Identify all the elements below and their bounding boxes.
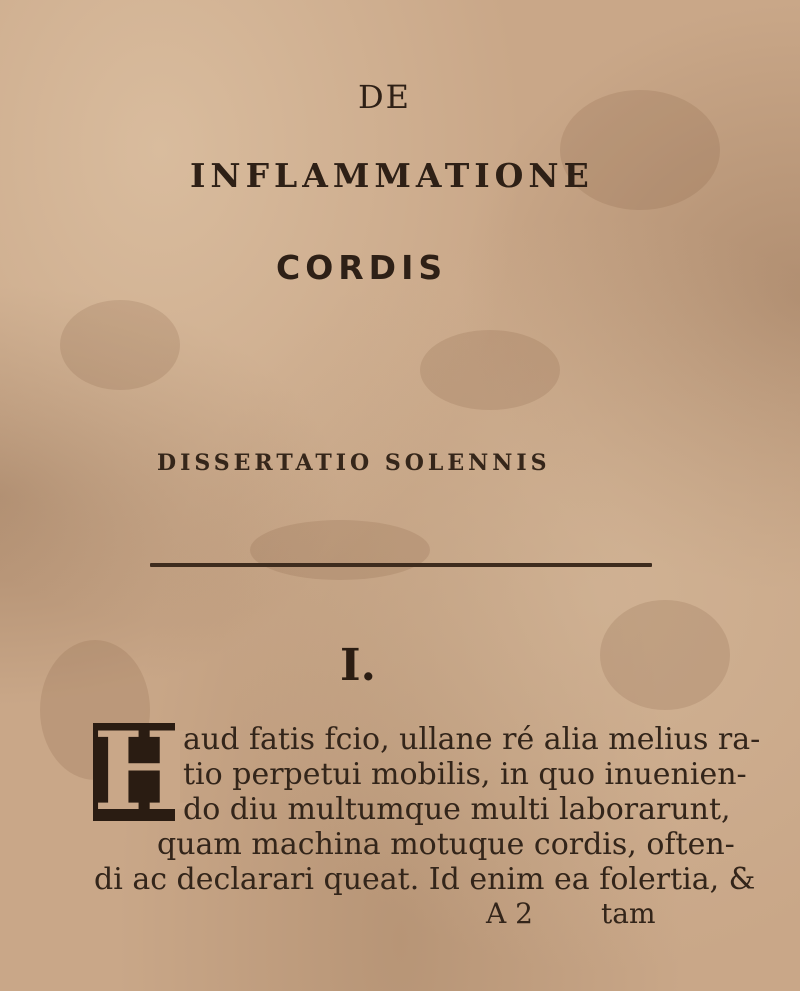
foxing-stain xyxy=(250,520,430,580)
body-line: di ac declarari queat. Id enim ea folertia, & xyxy=(94,862,756,897)
body-line: quam machina motuque cordis, often- xyxy=(157,827,735,862)
foxing-stain xyxy=(60,300,180,390)
signature-mark: A 2 xyxy=(486,897,533,930)
page-footer xyxy=(93,897,656,933)
body-line: aud fatis fcio, ullane ré alia melius ra- xyxy=(183,722,761,757)
subtitle: DISSERTATIO SOLENNIS xyxy=(157,450,551,476)
title-main: INFLAMMATIONE xyxy=(190,156,594,195)
foxing-stain xyxy=(600,600,730,710)
title-sub: CORDIS xyxy=(276,248,448,287)
catchword: tam xyxy=(601,897,656,930)
drop-cap: H xyxy=(93,709,196,835)
foxing-stain xyxy=(420,330,560,410)
section-number: I. xyxy=(340,640,376,691)
body-line: do diu multumque multi laborarunt, xyxy=(183,792,731,827)
body-line: tio perpetui mobilis, in quo inuenien- xyxy=(183,757,747,792)
horizontal-rule xyxy=(150,563,652,567)
title-prefix: DE xyxy=(358,78,412,116)
